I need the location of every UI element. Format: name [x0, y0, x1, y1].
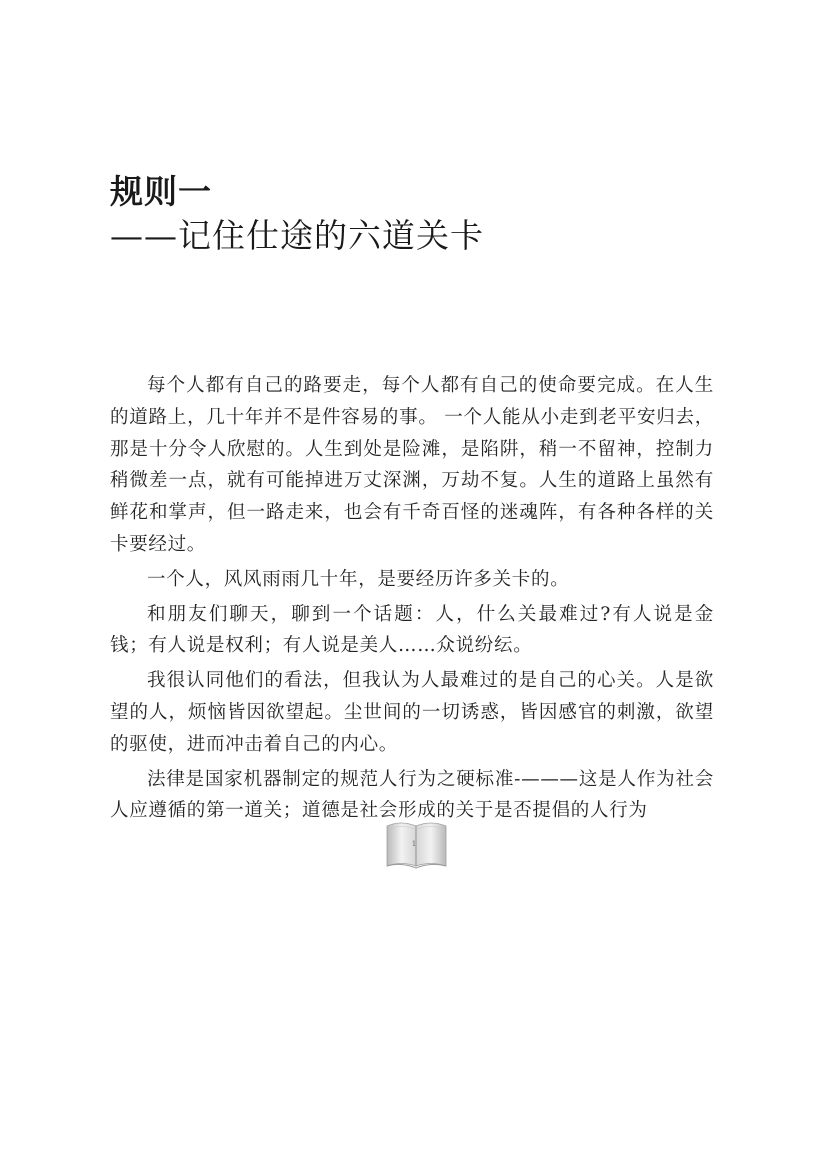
chapter-subtitle: ——记住仕途的六道关卡: [110, 216, 484, 255]
paragraph: 一个人，风风雨雨几十年，是要经历许多关卡的。: [147, 568, 570, 590]
body-text: [110, 370, 714, 830]
page-footer: [384, 818, 450, 870]
paragraph: 法律是国家机器制定的规范人行为之硬标准-———这是人作为社会人应遵循的第一道关；道德是社会形成的关于是否提倡的人行为: [110, 768, 714, 822]
chapter-title: 规则一: [110, 172, 212, 211]
page-number: 1: [411, 840, 417, 848]
paragraph: 和朋友们聊天，聊到一个话题：人，什么关最难过?有人说是金钱；有人说是权利；有人说是美人……众说纷纭。: [110, 603, 714, 657]
paragraph: 我很认同他们的看法，但我认为人最难过的是自己的心关。人是欲望的人，烦恼皆因欲望起。尘世间的一切诱惑，皆因感官的刺激，欲望的驱使，进而冲击着自己的内心。: [110, 670, 714, 755]
paragraph: 每个人都有自己的路要走，每个人都有自己的使命要完成。在人生的道路上，几十年并不是件容易的事。 一个人能从小走到老平安归去，那是十分令人欣慰的。人生到处是险滩，是陷阱，稍一不留神，控制力稍微差一点，就有可能掉进万丈深渊，万劫不复。人生的道路上虽然有鲜花和掌声，但一路走来，也会有千奇百怪的迷魂阵，有各种各样的关卡要经过。: [110, 375, 714, 555]
